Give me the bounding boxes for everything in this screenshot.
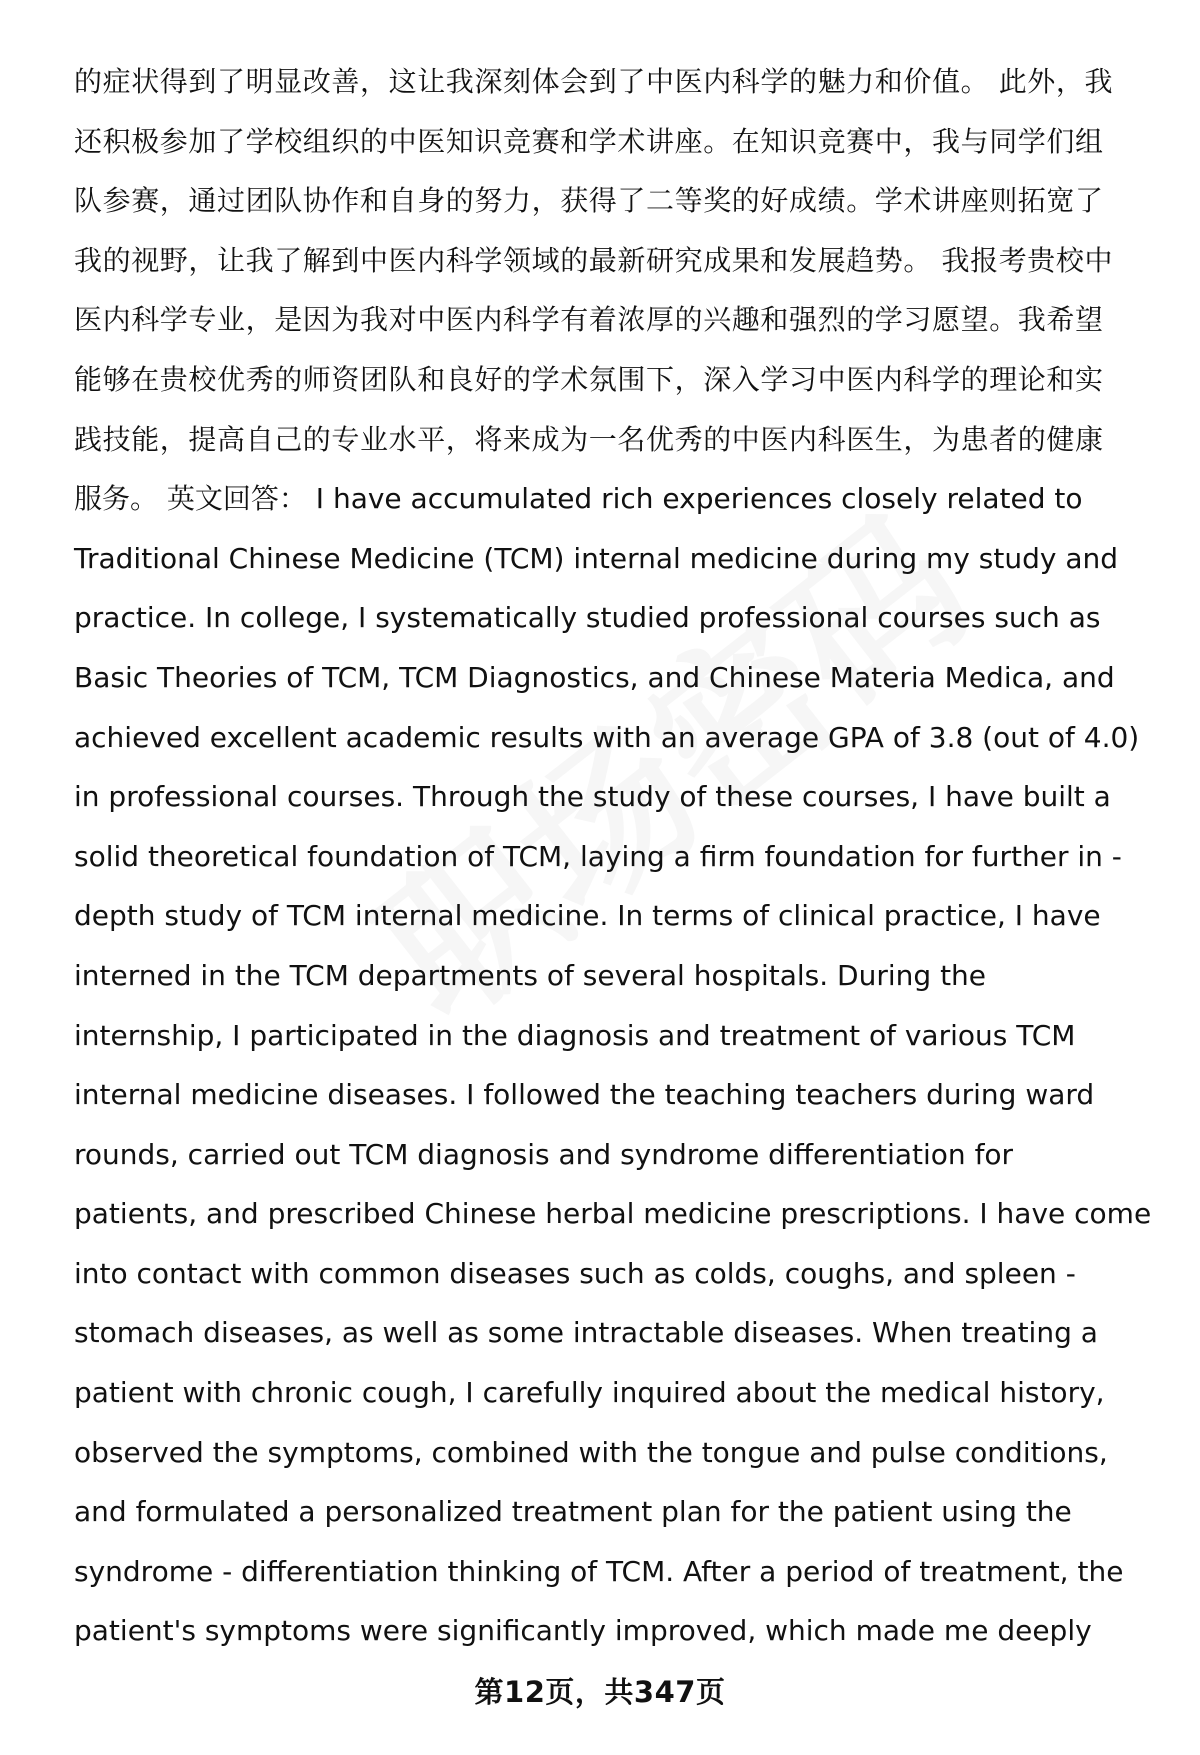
page-number: 第12页，共347页 [474, 1675, 726, 1709]
text-line: interned in the TCM departments of several hospitals. During the [74, 958, 987, 992]
text-line: patient's symptoms were significantly improved, which made me deeply [74, 1614, 1092, 1648]
text-line: rounds, carried out TCM diagnosis and syndrome differentiation for [74, 1137, 1014, 1171]
text-line: into contact with common diseases such as colds, coughs, and spleen - [74, 1256, 1076, 1290]
text-line: 的症状得到了明显改善，这让我深刻体会到了中医内科学的魅力和价值。 此外，我 [74, 65, 1114, 98]
text-line: observed the symptoms, combined with the tongue and pulse conditions, [74, 1435, 1108, 1469]
text-line: 医内科学专业，是因为我对中医内科学有着浓厚的兴趣和强烈的学习愿望。我希望 [74, 303, 1104, 337]
text-line: depth study of TCM internal medicine. In terms of clinical practice, I have [74, 899, 1101, 933]
text-line: stomach diseases, as well as some intractable diseases. When treating a [74, 1316, 1098, 1350]
text-line: achieved excellent academic results with an average GPA of 3.8 (out of 4.0) [74, 720, 1140, 754]
text-line: 我的视野，让我了解到中医内科学领域的最新研究成果和发展趋势。 我报考贵校中 [74, 243, 1114, 277]
text-line: syndrome - differentiation thinking of TCM. After a period of treatment, the [74, 1554, 1124, 1588]
text-line: solid theoretical foundation of TCM, laying a firm foundation for further in - [74, 839, 1122, 873]
text-line: 还积极参加了学校组织的中医知识竞赛和学术讲座。在知识竞赛中，我与同学们组 [74, 124, 1104, 158]
text-line: in professional courses. Through the study of these courses, I have built a [74, 780, 1111, 814]
text-line: 队参赛，通过团队协作和自身的努力，获得了二等奖的好成绩。学术讲座则拓宽了 [74, 184, 1104, 218]
body-text [74, 52, 1174, 1661]
text-line: practice. In college, I systematically studied professional courses such as [74, 601, 1101, 635]
text-line: internship, I participated in the diagnosis and treatment of various TCM [74, 1018, 1076, 1052]
text-line: patient with chronic cough, I carefully inquired about the medical history, [74, 1376, 1105, 1410]
text-line: 践技能，提高自己的专业水平，将来成为一名优秀的中医内科医生，为患者的健康 [74, 422, 1104, 456]
text-line: 服务。 英文回答： I have accumulated rich experiences closely related to [74, 482, 1083, 516]
text-line: and formulated a personalized treatment plan for the patient using the [74, 1495, 1072, 1529]
text-line: 能够在贵校优秀的师资团队和良好的学术氛围下，深入学习中医内科学的理论和实 [74, 362, 1104, 396]
text-line: Basic Theories of TCM, TCM Diagnostics, and Chinese Materia Medica, and [74, 660, 1115, 694]
text-line: Traditional Chinese Medicine (TCM) internal medicine during my study and [74, 541, 1118, 575]
text-line: internal medicine diseases. I followed the teaching teachers during ward [74, 1078, 1095, 1112]
text-line: patients, and prescribed Chinese herbal medicine prescriptions. I have come [74, 1197, 1152, 1231]
